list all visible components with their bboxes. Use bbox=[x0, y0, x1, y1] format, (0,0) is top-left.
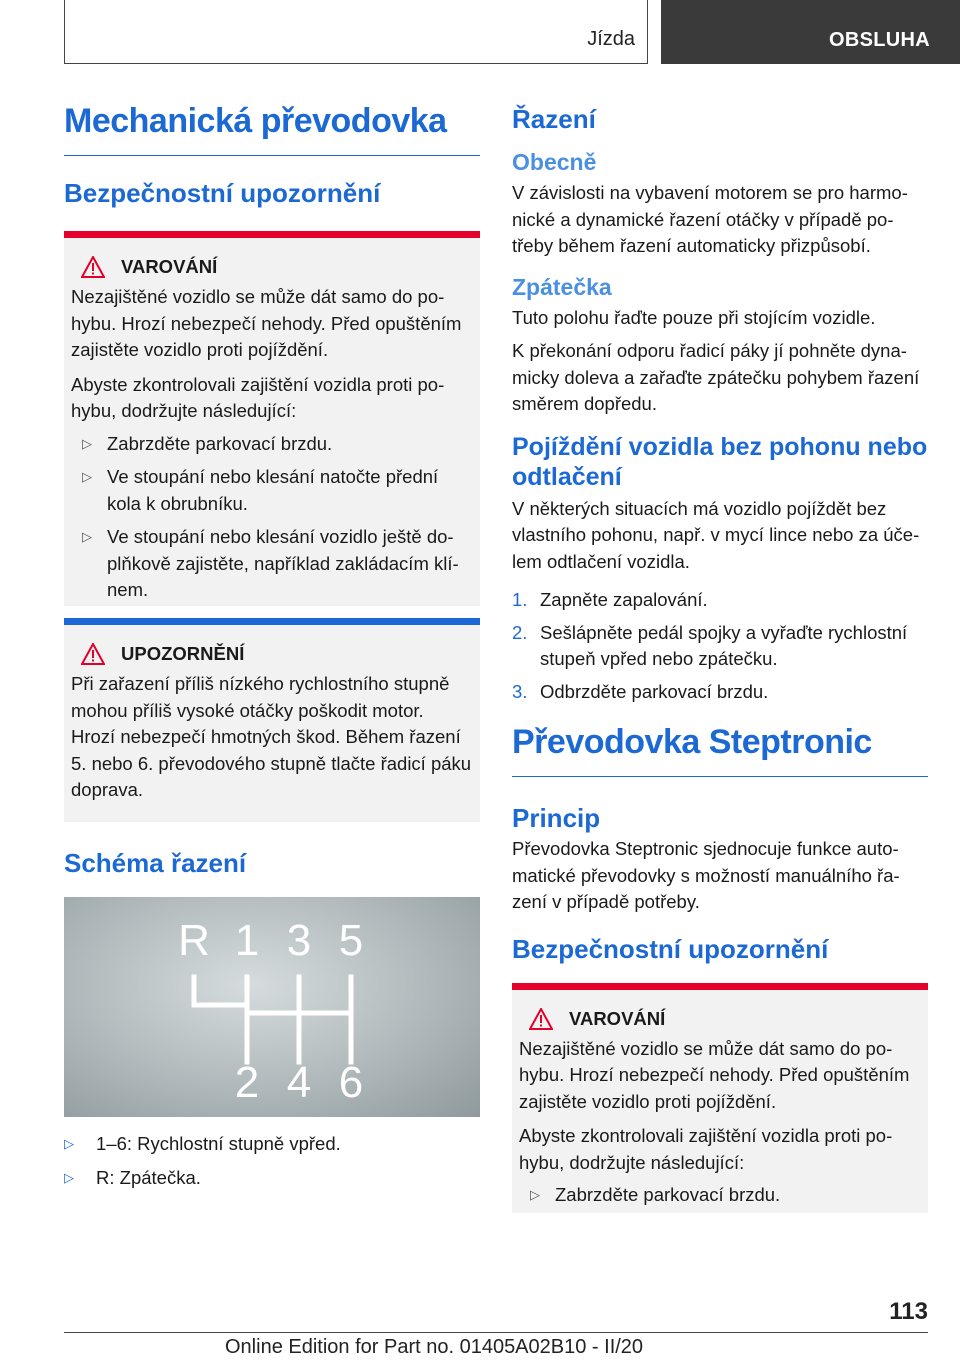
list-item: ▷ Ve stoupání nebo klesání natočte přední kola k obrubníku. bbox=[82, 466, 439, 514]
list-item: 2. Sešlápněte pedál spojky a vyřaďte rychlostní stupeň vpřed nebo zpátečku. bbox=[512, 621, 908, 669]
triangle-bullet-icon: ▷ bbox=[82, 469, 92, 484]
header-chapter-label: OBSLUHA bbox=[829, 29, 930, 51]
legend-list bbox=[64, 1131, 480, 1191]
warning-paragraph: Abyste zkontrolovali zajištění vozidla proti po-hybu, dodržujte následující: bbox=[71, 373, 445, 421]
shifting-heading: Řazení bbox=[512, 104, 596, 134]
warning-box bbox=[64, 231, 480, 606]
triangle-bullet-icon: ▷ bbox=[82, 529, 92, 544]
caution-box bbox=[64, 618, 480, 822]
reverse-text: K překonání odporu řadicí páky jí pohněte dyna-micky doleva a zařaďte zpátečku pohybem řazení směrem dopředu. bbox=[512, 340, 920, 414]
towing-steps bbox=[512, 587, 928, 705]
warning-triangle-icon bbox=[81, 643, 109, 665]
caution-title: UPOZORNĚNÍ bbox=[121, 643, 245, 664]
warning-triangle-icon bbox=[529, 1008, 557, 1030]
warning-paragraph: Nezajištěné vozidlo se může dát samo do po-hybu. Hrozí nebezpečí nehody. Před opuštěním zajistěte vozidlo proti pojíždění. bbox=[519, 1037, 910, 1112]
warning-list bbox=[71, 431, 472, 604]
general-heading: Obecně bbox=[512, 149, 597, 175]
page-number: 113 bbox=[889, 1298, 928, 1325]
warning-title: VAROVÁNÍ bbox=[121, 256, 218, 277]
list-item: ▷ Zabrzděte parkovací brzdu. bbox=[71, 431, 472, 458]
towing-heading: Pojíždění vozidla bez pohonu nebo odtlačení bbox=[512, 432, 928, 491]
right-column bbox=[512, 96, 928, 1213]
gear-label-6: 6 bbox=[338, 1058, 364, 1107]
steptronic-title: Převodovka Steptronic bbox=[512, 723, 928, 777]
safety-heading: Bezpečnostní upozornění bbox=[64, 178, 381, 208]
list-item: 3. Odbrzděte parkovací brzdu. bbox=[512, 680, 769, 702]
triangle-bullet-icon: ▷ bbox=[64, 1169, 74, 1185]
caution-title-row bbox=[71, 643, 472, 665]
triangle-bullet-icon: ▷ bbox=[530, 1187, 540, 1202]
gear-label-5: 5 bbox=[338, 916, 364, 965]
warning-title-row bbox=[71, 256, 472, 278]
general-text: V závislosti na vybavení motorem se pro harmo-nické a dynamické řazení otáčky v případě po-třeby během řazení automaticky přizpůsobí. bbox=[512, 182, 908, 256]
shift-pattern-image bbox=[64, 897, 480, 1117]
warning-paragraph: Abyste zkontrolovali zajištění vozidla proti po-hybu, dodržujte následující: bbox=[519, 1125, 893, 1173]
header-chapter-tab bbox=[661, 0, 960, 64]
list-item: ▷ Zabrzděte parkovací brzdu. bbox=[519, 1182, 920, 1209]
footer-rule bbox=[64, 1332, 928, 1333]
list-item: ▷ R: Zpátečka. bbox=[64, 1165, 480, 1192]
gear-label-r: R bbox=[178, 916, 210, 965]
warning-title-row bbox=[519, 1008, 920, 1030]
left-column bbox=[64, 96, 480, 1198]
schema-heading: Schéma řazení bbox=[64, 848, 247, 878]
warning-title: VAROVÁNÍ bbox=[569, 1007, 666, 1029]
triangle-bullet-icon: ▷ bbox=[82, 435, 92, 451]
principle-text: Převodovka Steptronic sjednocuje funkce auto-matické převodovky s možností manuálního řa-zení v případě potřeby. bbox=[512, 838, 900, 912]
list-item: 1. Zapněte zapalování. bbox=[512, 589, 708, 610]
towing-text: V některých situacích má vozidlo pojíždět bez vlastního pohonu, např. v mycí lince nebo za úče-lem odtlačení vozidla. bbox=[512, 497, 920, 572]
gear-label-2: 2 bbox=[234, 1058, 260, 1107]
gear-label-4: 4 bbox=[286, 1058, 312, 1107]
principle-heading: Princip bbox=[512, 803, 601, 833]
warning-box bbox=[512, 983, 928, 1213]
list-item: ▷ Ve stoupání nebo klesání vozidlo ještě do-plňkově zajistěte, například zakládacím klí-nem. bbox=[82, 526, 459, 600]
header-section-tab bbox=[64, 0, 648, 64]
warning-list bbox=[519, 1182, 920, 1209]
page-title: Mechanická převodovka bbox=[64, 102, 480, 156]
gear-label-1: 1 bbox=[234, 916, 260, 965]
gear-label-3: 3 bbox=[286, 916, 312, 965]
triangle-bullet-icon: ▷ bbox=[64, 1136, 74, 1151]
reverse-heading: Zpátečka bbox=[512, 273, 612, 300]
warning-paragraph: Nezajištěné vozidlo se může dát samo do po-hybu. Hrozí nebezpečí nehody. Před opuštěním zajistěte vozidlo proti pojíždění. bbox=[71, 286, 462, 360]
header-section-label: Jízda bbox=[587, 28, 635, 50]
footer-edition: Online Edition for Part no. 01405A02B10 - II/20 bbox=[225, 1336, 644, 1358]
caution-paragraph: Při zařazení příliš nízkého rychlostního stupně mohou příliš vysoké otáčky poškodit motor. Hrozí nebezpečí hmotných škod. Během řazení 5. nebo 6. převodového stupně tlačte řadicí páku doprava. bbox=[71, 673, 472, 800]
list-item: ▷ 1–6: Rychlostní stupně vpřed. bbox=[64, 1131, 480, 1158]
reverse-text: Tuto polohu řaďte pouze při stojícím vozidle. bbox=[512, 306, 876, 328]
warning-triangle-icon bbox=[81, 256, 109, 278]
safety-heading: Bezpečnostní upozornění bbox=[512, 933, 829, 964]
